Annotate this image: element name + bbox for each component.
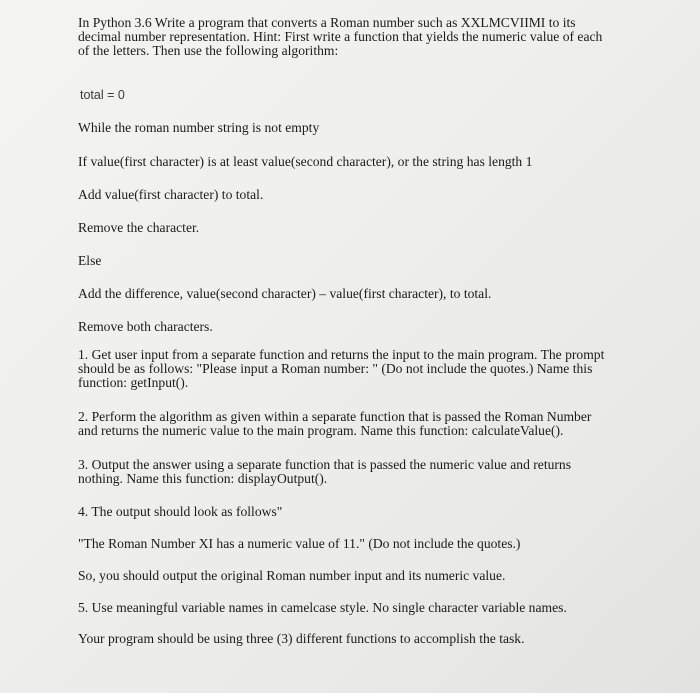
algorithm-remove-line: Remove the character. [78,220,200,235]
requirement-item-2-line-2: and returns the numeric value to the main program. Name this function: calculateValue(). [78,423,564,439]
requirement-item-3 [78,458,571,486]
intro-line-3: of the letters. Then use the following algorithm: [78,43,339,59]
algorithm-remove-both-line: Remove both characters. [78,319,213,334]
requirement-item-4: 4. The output should look as follows" [78,504,283,519]
requirement-item-3-line-1: 3. Output the answer using a separate function that is passed the numeric value and returns [78,457,572,472]
requirement-item-2 [78,410,591,438]
algorithm-if-line: If value(first character) is at least value(second character), or the string has length 1 [78,154,533,169]
requirement-item-3-line-2: nothing. Name this function: displayOutput(). [78,471,328,487]
algorithm-while-line: While the roman number string is not empty [78,120,320,135]
requirement-item-1-line-2: should be as follows: "Please input a Roman number: " (Do not include the quotes.) Name this [78,361,593,377]
intro-line-2: decimal number representation. Hint: First write a function that yields the numeric value of each [78,29,603,45]
explanation-line: So, you should output the original Roman number input and its numeric value. [78,568,506,583]
final-instruction-line: Your program should be using three (3) different functions to accomplish the task. [78,631,525,646]
intro-line-1: In Python 3.6 Write a program that converts a Roman number such as XXLMCVIIMI to its [78,15,576,30]
intro-paragraph [78,16,602,59]
algorithm-difference-line: Add the difference, value(second character) – value(first character), to total. [78,286,492,301]
example-output-line: "The Roman Number XI has a numeric value of 11." (Do not include the quotes.) [78,536,521,551]
requirement-item-1-line-3: function: getInput(). [78,375,189,391]
algorithm-total-line: total = 0 [80,88,125,102]
requirement-item-1 [78,348,604,391]
algorithm-else-line: Else [78,253,102,268]
requirement-item-5: 5. Use meaningful variable names in camelcase style. No single character variable names. [78,600,567,615]
requirement-item-2-line-1: 2. Perform the algorithm as given within a separate function that is passed the Roman Number [78,409,592,424]
algorithm-add-line: Add value(first character) to total. [78,187,264,202]
requirement-item-1-line-1: 1. Get user input from a separate function and returns the input to the main program. The prompt [78,347,605,362]
